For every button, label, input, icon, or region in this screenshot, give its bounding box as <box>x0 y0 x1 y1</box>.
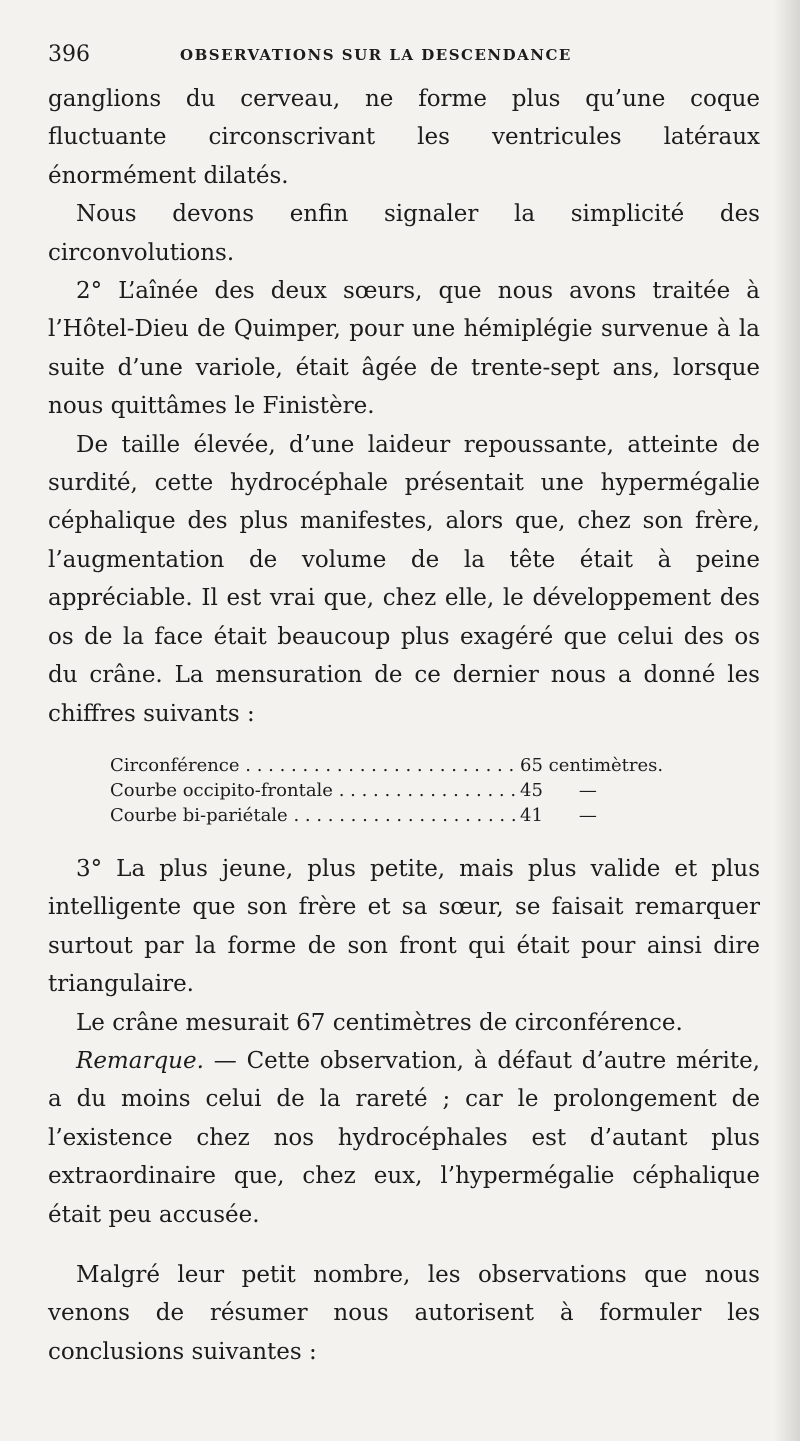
paragraph-3: 2° L’aînée des deux sœurs, que nous avons traitée à l’Hôtel-Dieu de Quimper, pour une hémiplégie survenue à la suite d’une variole, était âgée de trente-sept ans, lorsque nous quittâmes le Finistère. <box>48 278 760 420</box>
running-head <box>48 40 760 80</box>
ditto-mark: — <box>578 804 597 826</box>
measurement-row <box>110 778 760 803</box>
measurement-number: 41 <box>520 804 543 826</box>
paragraph-2: Nous devons enfin signaler la simplicité des circonvolutions. <box>48 201 760 266</box>
measurement-label: Circonférence . . . <box>110 753 520 778</box>
page-edge-shadow <box>774 0 800 1441</box>
paragraph-1: ganglions du cerveau, ne forme plus qu’une coque fluctuante circonscrivant les ventricules latéraux énormément dilatés. <box>48 86 760 189</box>
book-page <box>48 40 760 1371</box>
measurement-row <box>110 803 760 828</box>
paragraph-4: De taille élevée, d’une laideur repoussante, atteinte de surdité, cette hydrocéphale présentait une hypermégalie céphalique des plus manifestes, alors que, chez son frère, l’augmentation de volume de la tête était à peine appréciable. Il est vrai que, chez elle, le développement des os de la face était beaucoup plus exagéré que celui des os du crâne. La mensuration de ce dernier nous a donné les chiffres suivants : <box>48 431 760 727</box>
measurement-value <box>520 778 670 803</box>
paragraph-7 <box>48 1042 760 1234</box>
paragraph-5: 3° La plus jeune, plus petite, mais plus valide et plus intelligente que son frère et sa sœur, se faisait remarquer surtout par la forme de son front qui était pour ainsi dire triangulaire. <box>48 855 760 998</box>
measurement-label: Courbe occipito-frontale . . . <box>110 778 520 803</box>
measurement-number: 45 <box>520 779 543 801</box>
measurement-value <box>520 803 670 828</box>
page-number: 396 <box>48 42 90 67</box>
remark-text: — Cette observation, à défaut d’autre mérite, a du moins celui de la rareté ; car le prolongement de l’existence chez nos hydrocéphales est d’autant plus extraordinaire que, chez eux, l’hypermégalie céphalique était peu accusée. <box>48 1047 760 1228</box>
measurement-value: 65 centimètres. <box>520 754 664 776</box>
measurement-label: Courbe bi-pariétale . . . <box>110 803 520 828</box>
ditto-mark: — <box>578 779 597 801</box>
remark-label: Remarque. <box>76 1047 204 1074</box>
running-title: OBSERVATIONS SUR LA DESCENDANCE <box>180 46 572 64</box>
measurement-table <box>110 753 760 828</box>
body-text <box>48 80 760 1371</box>
paragraph-8: Malgré leur petit nombre, les observations que nous venons de résumer nous autorisent à formuler les conclusions suivantes : <box>48 1261 760 1365</box>
measurement-row <box>110 753 760 778</box>
paragraph-6: Le crâne mesurait 67 centimètres de circonférence. <box>76 1009 683 1036</box>
